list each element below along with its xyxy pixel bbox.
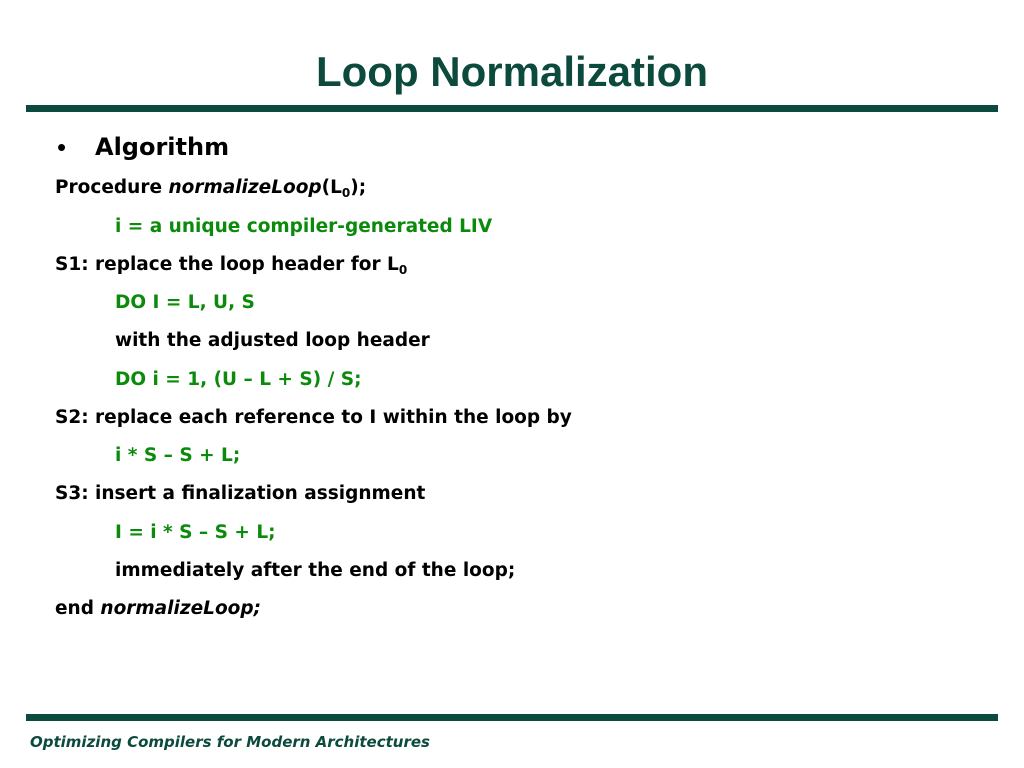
finalization-assign-line: I = i * S – S + L; [115, 522, 276, 543]
bullet-icon: • [57, 132, 67, 162]
step-s2-line: S2: replace each reference to I within the loop by [55, 407, 572, 428]
step-s3-line: S3: insert a finalization assignment [55, 483, 426, 504]
adjusted-header-line: DO i = 1, (U – L + S) / S; [115, 369, 362, 390]
procedure-keyword: Procedure [55, 177, 169, 198]
with-adjusted-line: with the adjusted loop header [115, 330, 430, 351]
end-procedure-name: normalizeLoop; [100, 598, 262, 619]
step-s1-text: S1: replace the loop header for L [55, 254, 399, 275]
procedure-args-open: (L [321, 177, 342, 198]
end-keyword: end [55, 598, 101, 619]
slide-title: Loop Normalization [316, 48, 708, 95]
step-s1-subscript: 0 [398, 263, 408, 277]
procedure-subscript: 0 [341, 186, 351, 200]
procedure-name: normalizeLoop [168, 177, 322, 198]
footer-divider [26, 714, 998, 721]
title-divider [26, 105, 998, 112]
step-s1-line [55, 253, 407, 282]
procedure-line [55, 176, 366, 205]
reference-expr-line: i * S – S + L; [115, 445, 241, 466]
after-loop-line: immediately after the end of the loop; [115, 560, 516, 581]
algorithm-heading: Algorithm [95, 133, 230, 161]
liv-line: i = a unique compiler-generated LIV [115, 216, 493, 237]
end-procedure-line [55, 597, 261, 621]
footer-text: Optimizing Compilers for Modern Architectures [30, 733, 430, 751]
original-header-line: DO I = L, U, S [115, 292, 255, 313]
procedure-args-close: ); [350, 177, 367, 198]
